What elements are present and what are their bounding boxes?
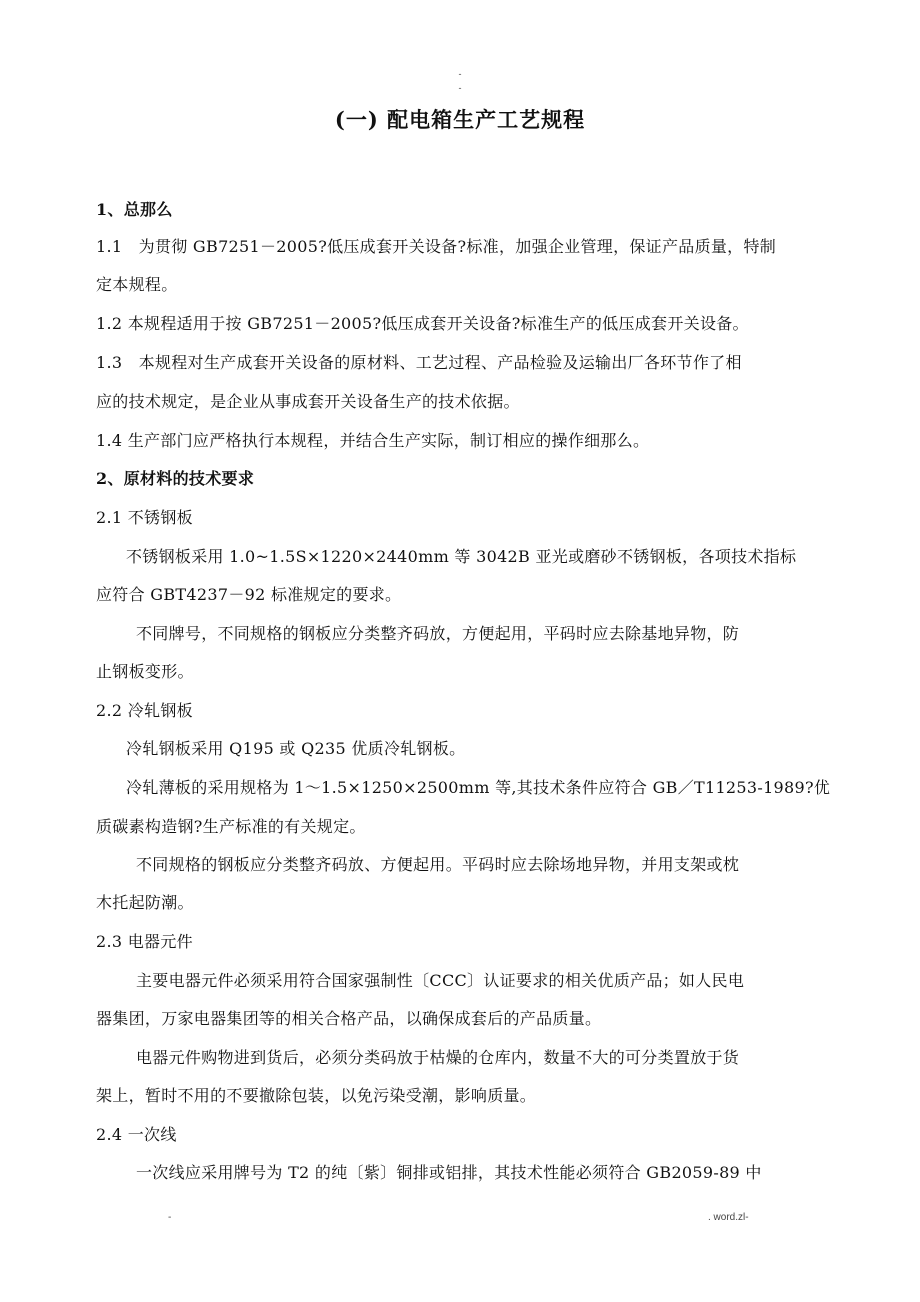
paragraph-line: 冷轧钢板采用 Q195 或 Q235 优质冷轧钢板。 — [126, 739, 466, 758]
paragraph-line: 器集团，万家电器集团等的相关合格产品，以确保成套后的产品质量。 — [96, 1009, 602, 1028]
subsection-heading: 2.1 不锈钢板 — [96, 508, 193, 527]
paragraph-line: 质碳素构造钢?生产标准的有关规定。 — [96, 817, 366, 836]
paragraph-line: 电器元件购物进到货后，必须分类码放于枯燥的仓库内，数量不大的可分类置放于货 — [136, 1048, 740, 1067]
paragraph-line: 1.4 生产部门应严格执行本规程，并结合生产实际，制订相应的操作细那么。 — [96, 431, 650, 450]
paragraph-line: 1.1 为贯彻 GB7251－2005?低压成套开关设备?标准，加强企业管理，保证产品质量，特制 — [96, 237, 777, 256]
paragraph-line: 应符合 GBT4237－92 标准规定的要求。 — [96, 585, 402, 604]
paragraph-line: 应的技术规定，是企业从事成套开关设备生产的技术依据。 — [96, 392, 520, 411]
footer-right: . word.zl- — [708, 1212, 749, 1223]
paragraph-line: 止钢板变形。 — [96, 662, 194, 681]
paragraph-line: 1.2 本规程适用于按 GB7251－2005?低压成套开关设备?标准生产的低压成套开关设备。 — [96, 314, 749, 333]
paragraph-line: 木托起防潮。 — [96, 893, 194, 912]
paragraph-line: 主要电器元件必须采用符合国家强制性〔CCC〕认证要求的相关优质产品；如人民电 — [136, 971, 745, 990]
paragraph-line: 不同规格的钢板应分类整齐码放、方便起用。平码时应去除场地异物，并用支架或枕 — [136, 855, 740, 874]
subsection-heading: 2.4 一次线 — [96, 1125, 177, 1144]
paragraph-line: 一次线应采用牌号为 T2 的纯〔紫〕铜排或铝排，其技术性能必须符合 GB2059-89 中 — [136, 1163, 762, 1182]
header-mark-top: - — [458, 69, 462, 79]
paragraph-line: 冷轧薄板的采用规格为 1～1.5×1250×2500mm 等,其技术条件应符合 GB／T11253-1989?优 — [126, 778, 831, 797]
paragraph-line: 不同牌号，不同规格的钢板应分类整齐码放，方便起用，平码时应去除基地异物，防 — [136, 624, 740, 643]
subsection-heading: 2.3 电器元件 — [96, 932, 193, 951]
subsection-heading: 2.2 冷轧钢板 — [96, 701, 193, 720]
paragraph-line: 不锈钢板采用 1.0~1.5S×1220×2440mm 等 3042B 亚光或磨砂不锈钢板，各项技术指标 — [126, 547, 797, 566]
footer-left: - — [168, 1212, 172, 1223]
paragraph-line: 1.3 本规程对生产成套开关设备的原材料、工艺过程、产品检验及运输出厂各环节作了相 — [96, 353, 742, 372]
paragraph-line: 定本规程。 — [96, 275, 178, 294]
paragraph-line: 架上，暂时不用的不要撤除包装，以免污染受潮，影响质量。 — [96, 1086, 537, 1105]
header-mark-bottom: - — [458, 83, 462, 93]
section-heading-2: 2、原材料的技术要求 — [96, 469, 255, 488]
page-title: (一) 配电箱生产工艺规程 — [334, 107, 586, 132]
section-heading-1: 1、总那么 — [96, 200, 173, 219]
